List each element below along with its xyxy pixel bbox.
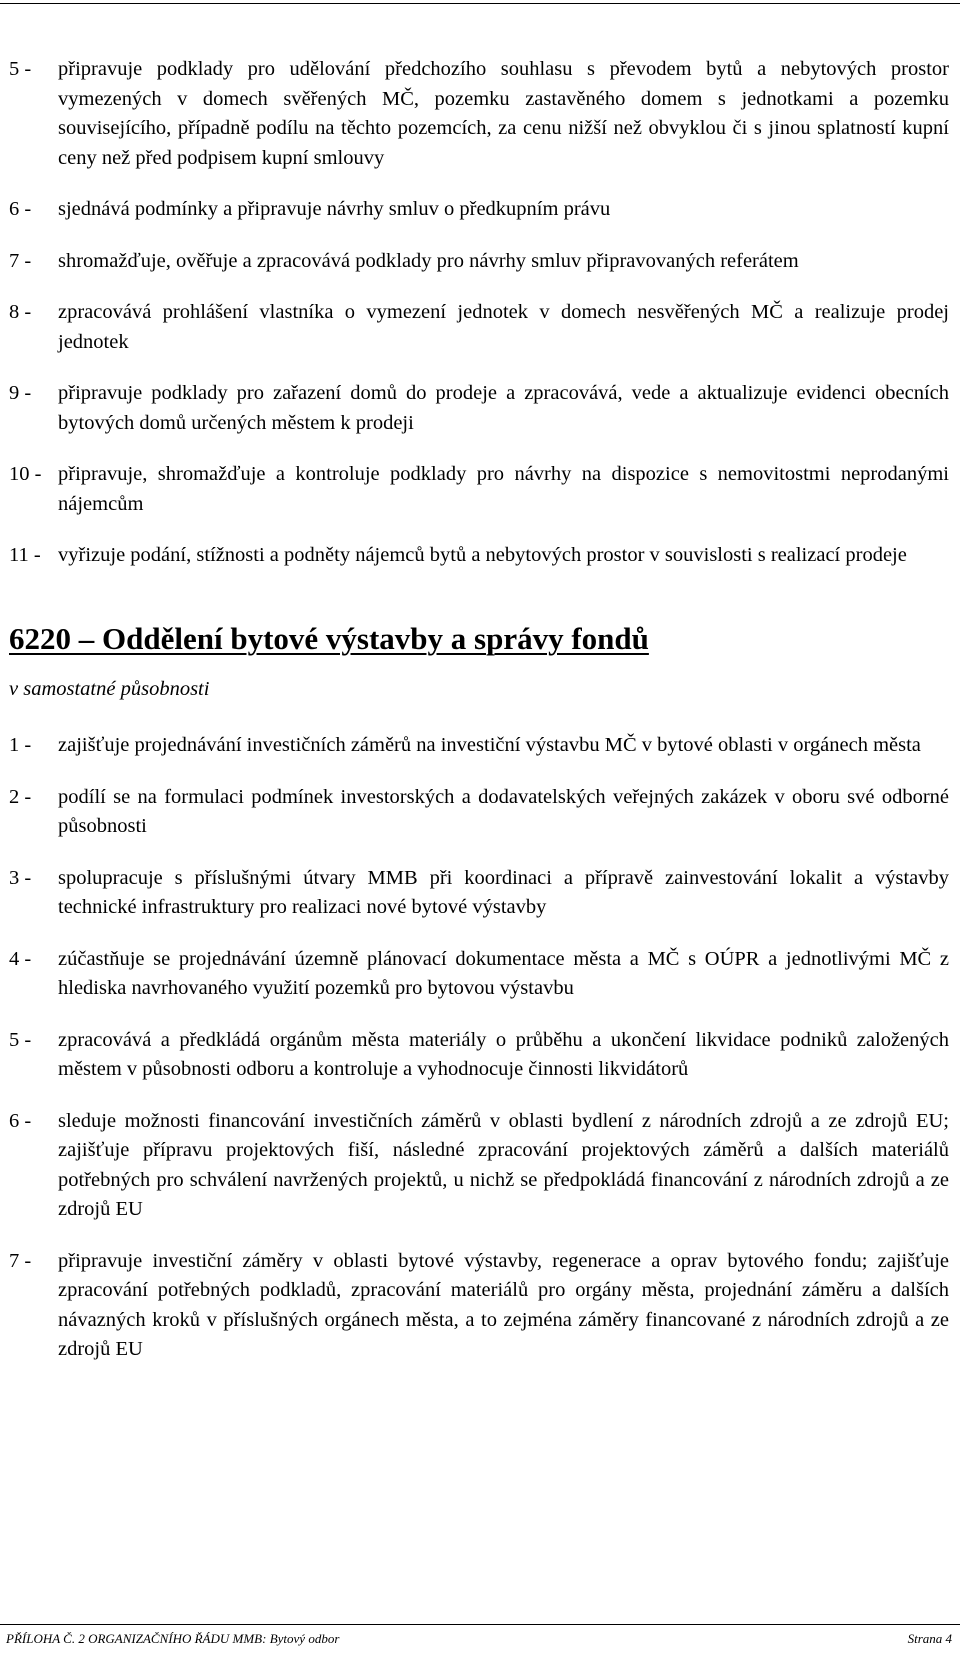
item-number: 6 - <box>9 1109 32 1132</box>
item-text: zpracovává prohlášení vlastníka o vymezení jednotek v domech nesvěřených MČ a realizuje prodej jednotek <box>58 301 949 353</box>
page-footer <box>6 1631 952 1647</box>
list-item <box>9 195 949 225</box>
section-heading: 6220 – Oddělení bytové výstavby a správy fondů <box>9 620 649 656</box>
item-text: spolupracuje s příslušnými útvary MMB při koordinaci a přípravě zainvestování lokalit a výstavby technické infrastruktury pro realizaci nové bytové výstavby <box>58 866 949 918</box>
list-item <box>9 55 949 173</box>
item-number: 11 - <box>9 544 41 566</box>
document-page <box>9 55 949 1387</box>
section-a-list <box>9 55 949 571</box>
item-text: zúčastňuje se projednávání územně plánovací dokumentace města a MČ s OÚPR a jednotlivými MČ z hlediska navrhovaného využití pozemků pro bytovou výstavbu <box>58 947 949 999</box>
list-item <box>9 1107 949 1225</box>
footer-document-title: PŘÍLOHA Č. 2 ORGANIZAČNÍHO ŘÁDU MMB: Bytový odbor <box>6 1631 340 1646</box>
item-number: 8 - <box>9 301 32 323</box>
footer-page-number: Strana 4 <box>907 1631 952 1646</box>
item-number: 9 - <box>9 382 32 404</box>
item-number: 4 - <box>9 947 32 970</box>
item-number: 7 - <box>9 249 32 272</box>
item-number: 5 - <box>9 58 32 80</box>
item-text: připravuje podklady pro zařazení domů do prodeje a zpracovává, vede a aktualizuje evidenci obecních bytových domů určených městem k prodeji <box>58 382 949 434</box>
list-item <box>9 379 949 438</box>
item-number: 5 - <box>9 1028 32 1051</box>
item-text: připravuje investiční záměry v oblasti bytové výstavby, regenerace a oprav bytového fondu; zajišťuje zpracování potřebných podkladů, zpracování materiálů pro orgány města, projednání záměru a dalších návazných kroků v příslušných orgánech města, a to zejména záměry financované z národních zdrojů a ze zdrojů EU <box>58 1249 949 1360</box>
item-text: připravuje podklady pro udělování předchozího souhlasu s převodem bytů a nebytových prostor vymezených v domech svěřených MČ, pozemku zastavěného domem s jednotkami a pozemku souvisejícího, případně podílu na těchto pozemcích, za cenu nižší než obvyklou či s jinou splatností kupní ceny než před podpisem kupní smlouvy <box>58 58 949 169</box>
list-item <box>9 945 949 1004</box>
list-item <box>9 298 949 357</box>
list-item <box>9 864 949 923</box>
list-item <box>9 460 949 519</box>
item-number: 10 - <box>9 463 42 485</box>
item-text: zpracovává a předkládá orgánům města materiály o průběhu a ukončení likvidace podniků založených městem v působnosti odboru a kontroluje a vyhodnocuje činnosti likvidátorů <box>58 1028 949 1080</box>
item-text: podílí se na formulaci podmínek investorských a dodavatelských veřejných zakázek v oboru své odborné působnosti <box>58 785 949 837</box>
list-item <box>9 1026 949 1085</box>
footer-rule <box>0 1624 960 1625</box>
item-number: 1 - <box>9 734 32 756</box>
list-item <box>9 731 949 761</box>
section-b-list <box>9 731 949 1365</box>
item-number: 3 - <box>9 866 32 889</box>
item-number: 6 - <box>9 198 32 220</box>
list-item <box>9 541 949 571</box>
item-text: připravuje, shromažďuje a kontroluje podklady pro návrhy na dispozice s nemovitostmi neprodanými nájemcům <box>58 463 949 515</box>
item-number: 7 - <box>9 1249 32 1272</box>
top-rule <box>0 3 960 4</box>
item-text: sjednává podmínky a připravuje návrhy smluv o předkupním právu <box>58 198 611 220</box>
list-item <box>9 247 949 277</box>
item-text: vyřizuje podání, stížnosti a podněty nájemců bytů a nebytových prostor v souvislosti s realizací prodeje <box>58 544 907 566</box>
item-number: 2 - <box>9 785 32 808</box>
section-subheading: v samostatné působnosti <box>9 677 210 700</box>
list-item <box>9 783 949 842</box>
item-text: shromažďuje, ověřuje a zpracovává podklady pro návrhy smluv připravovaných referátem <box>58 249 799 272</box>
list-item <box>9 1247 949 1365</box>
item-text: zajišťuje projednávání investičních záměrů na investiční výstavbu MČ v bytové oblasti v orgánech města <box>58 734 921 756</box>
item-text: sleduje možnosti financování investičních záměrů v oblasti bydlení z národních zdrojů a ze zdrojů EU; zajišťuje přípravu projektových fiší, následné zpracování projektových záměrů a dalších materiálů potřebných pro schválení navržených projektů, u nichž se předpokládá financování z národních zdrojů a ze zdrojů EU <box>58 1109 949 1220</box>
